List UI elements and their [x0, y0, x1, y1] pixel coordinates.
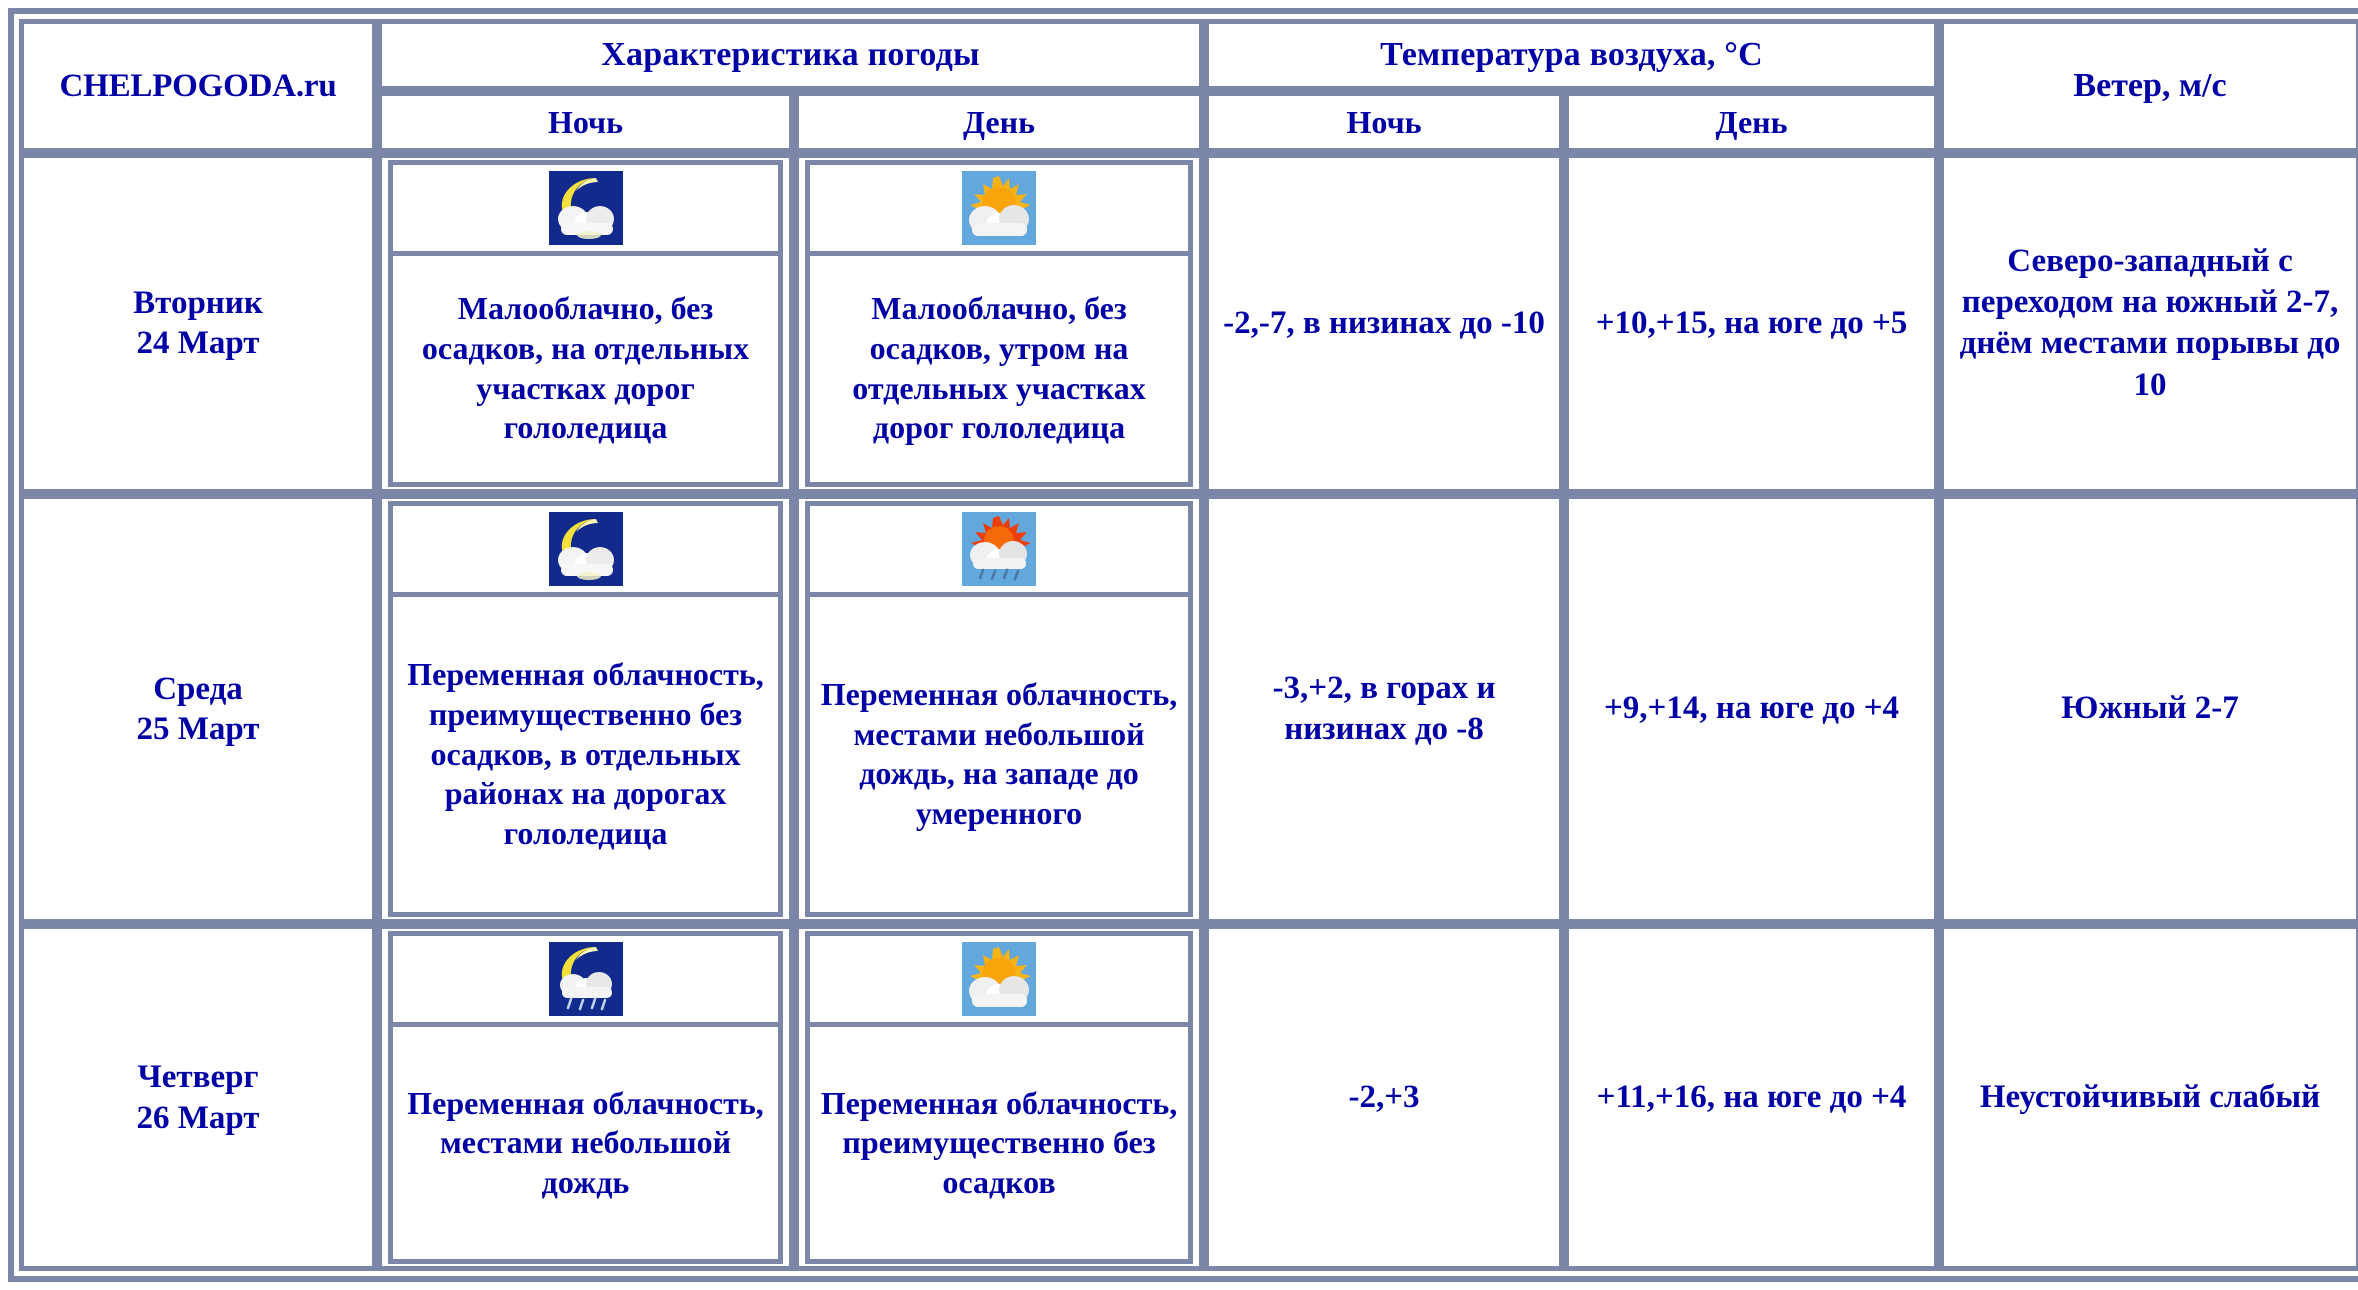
wind-description: Южный 2-7 — [1939, 494, 2358, 925]
night-description: Переменная облачность, местами небольшой дождь — [388, 1027, 783, 1264]
day-description: Переменная облачность, местами небольшой дождь, на западе до умеренного — [805, 597, 1193, 918]
header-row-top — [19, 19, 2358, 91]
temperature-day: +10,+15, на юге до +5 — [1564, 153, 1939, 494]
temperature-night: -3,+2, в горах и низинах до -8 — [1204, 494, 1564, 925]
day-icon-container — [805, 931, 1193, 1027]
moon-partly-cloudy-icon — [549, 512, 623, 586]
day-weather-cell — [794, 494, 1204, 925]
day-name: Среда — [153, 670, 243, 707]
header-weather-day: День — [794, 91, 1204, 153]
day-icon-container — [805, 501, 1193, 597]
header-air-temperature: Температура воздуха, °C — [1204, 19, 1939, 91]
night-icon-container — [388, 931, 783, 1027]
moon-cloudy-rain-icon — [549, 942, 623, 1016]
wind-description: Неустойчивый слабый — [1939, 924, 2358, 1271]
moon-partly-cloudy-icon — [549, 171, 623, 245]
day-weather-cell — [794, 153, 1204, 494]
day-date: 24 Март — [136, 325, 260, 362]
day-label — [19, 494, 377, 925]
header-weather-night: Ночь — [377, 91, 794, 153]
day-date: 26 Март — [136, 1099, 260, 1136]
night-description: Переменная облачность, преимущественно без осадков, в отдельных районах на дорогах гололедица — [388, 597, 783, 918]
table-row — [19, 153, 2358, 494]
weather-forecast-table — [8, 8, 2358, 1282]
sun-partly-cloudy-icon — [962, 942, 1036, 1016]
table-row — [19, 494, 2358, 925]
night-weather-cell — [377, 153, 794, 494]
sun-cloudy-rain-icon — [962, 512, 1036, 586]
table-header — [19, 19, 2358, 153]
header-temp-day: День — [1564, 91, 1939, 153]
header-wind: Ветер, м/с — [1939, 19, 2358, 153]
table-row — [19, 924, 2358, 1271]
header-temp-night: Ночь — [1204, 91, 1564, 153]
wind-description: Северо-западный с переходом на южный 2-7, днём местами порывы до 10 — [1939, 153, 2358, 494]
night-weather-cell — [377, 924, 794, 1271]
day-weather-cell — [794, 924, 1204, 1271]
night-icon-container — [388, 160, 783, 256]
temperature-night: -2,-7, в низинах до -10 — [1204, 153, 1564, 494]
temperature-day: +11,+16, на юге до +4 — [1564, 924, 1939, 1271]
night-icon-container — [388, 501, 783, 597]
temperature-night: -2,+3 — [1204, 924, 1564, 1271]
day-description: Малооблачно, без осадков, утром на отдельных участках дорог гололедица — [805, 256, 1193, 487]
day-icon-container — [805, 160, 1193, 256]
table-body — [19, 153, 2358, 1271]
day-name: Четверг — [137, 1059, 259, 1096]
night-weather-cell — [377, 494, 794, 925]
night-description: Малооблачно, без осадков, на отдельных участках дорог гололедица — [388, 256, 783, 487]
site-logo[interactable]: CHELPOGODA.ru — [19, 19, 377, 153]
day-date: 25 Март — [136, 710, 260, 747]
day-description: Переменная облачность, преимущественно без осадков — [805, 1027, 1193, 1264]
temperature-day: +9,+14, на юге до +4 — [1564, 494, 1939, 925]
header-weather-characteristic: Характеристика погоды — [377, 19, 1204, 91]
day-label — [19, 924, 377, 1271]
day-label — [19, 153, 377, 494]
day-name: Вторник — [133, 285, 263, 322]
sun-partly-cloudy-icon — [962, 171, 1036, 245]
